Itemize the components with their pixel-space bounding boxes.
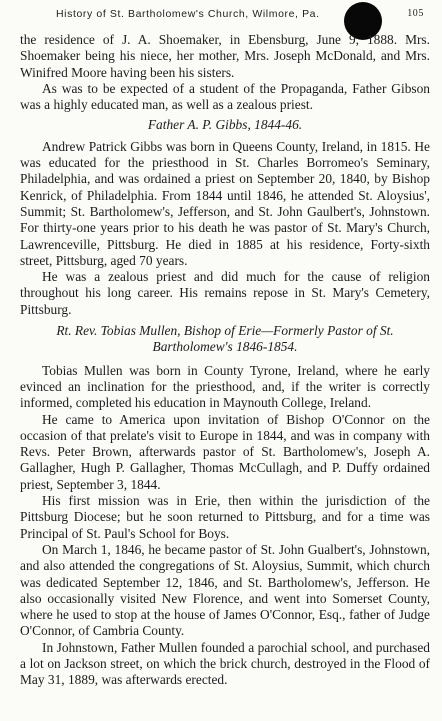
running-title: History of St. Bartholomew's Church, Wilmore, Pa. <box>56 8 320 20</box>
paragraph: He was a zealous priest and did much for the cause of religion throughout his long career. His remains repose in St. Mary's Cemetery, Pittsburg. <box>20 269 430 317</box>
section-heading-gibbs: Father A. P. Gibbs, 1844-46. <box>147 117 303 133</box>
page-number: 105 <box>407 8 424 19</box>
heading-line: Bartholomew's 1846-1854. <box>152 339 298 355</box>
paragraph: the residence of J. A. Shoemaker, in Ebensburg, June 9, 1888. Mrs. Shoemaker being his niece, her mother, Mrs. Joseph McDonald, and Mrs. Winifred Moore having been his sisters. <box>20 32 430 80</box>
heading-line: Rt. Rev. Tobias Mullen, Bishop of Erie—Formerly Pastor of St. <box>56 323 394 339</box>
paragraph: Tobias Mullen was born in County Tyrone, Ireland, where he early evinced an inclination for the priesthood, and, if the writer is correctly informed, completed his education in Maynouth College, Ireland. <box>20 362 430 411</box>
paragraph: He came to America upon invitation of Bishop O'Connor on the occasion of that prelate's visit to Europe in 1844, and was in company with Revs. Peter Brown, afterwards pastor of St. Bartholomew's, Joseph A. Gallagher, Hugh P. Gallagher, Thomas McCullagh, and P. Duffy ordained priest, September 3, 1844. <box>20 411 430 492</box>
paragraph: Andrew Patrick Gibbs was born in Queens County, Ireland, in 1815. He was educated for the priesthood in St. Charles Borromeo's Seminary, Philadelphia, and was ordained a priest on September 20, 1840, by Bishop Kenrick, of Philadelphia. From 1844 until 1846, he attended St. Aloysius', Summit; St. Bartholomew's, Jefferson, and St. John Gaulbert's, Johnstown. For thirty-one years prior to his death he was pastor of St. Mary's Church, Lawrenceville, Pittsburg. He died in 1885 at his residence, Forty-sixth street, Pittsburg, aged 70 years. <box>20 138 430 268</box>
paragraph: On March 1, 1846, he became pastor of St. John Gualbert's, Johnstown, and also attended the congregations of St. Aloysius, Summit, which church was dedicated September 12, 1846, and St. Bartholomew's, Jefferson. He also occasionally visited New Florence, and went into Somerset County, where he used to stop at the house of James O'Connor, Esq., father of Judge O'Connor, of Cambria County. <box>20 541 430 639</box>
section-heading-mullen <box>20 323 430 356</box>
paragraph: As was to be expected of a student of the Propaganda, Father Gibson was a highly educated man, as well as a zealous priest. <box>20 80 430 113</box>
paragraph: His first mission was in Erie, then within the jurisdiction of the Pittsburg Diocese; but he soon returned to Pittsburg, and for a time was Principal of St. Paul's School for Boys. <box>20 493 430 541</box>
page-body <box>20 32 430 689</box>
paragraph: In Johnstown, Father Mullen founded a parochial school, and purchased a lot on Jackson street, on which the brick church, destroyed in the Flood of May 31, 1889, was afterwards erected. <box>20 639 430 688</box>
